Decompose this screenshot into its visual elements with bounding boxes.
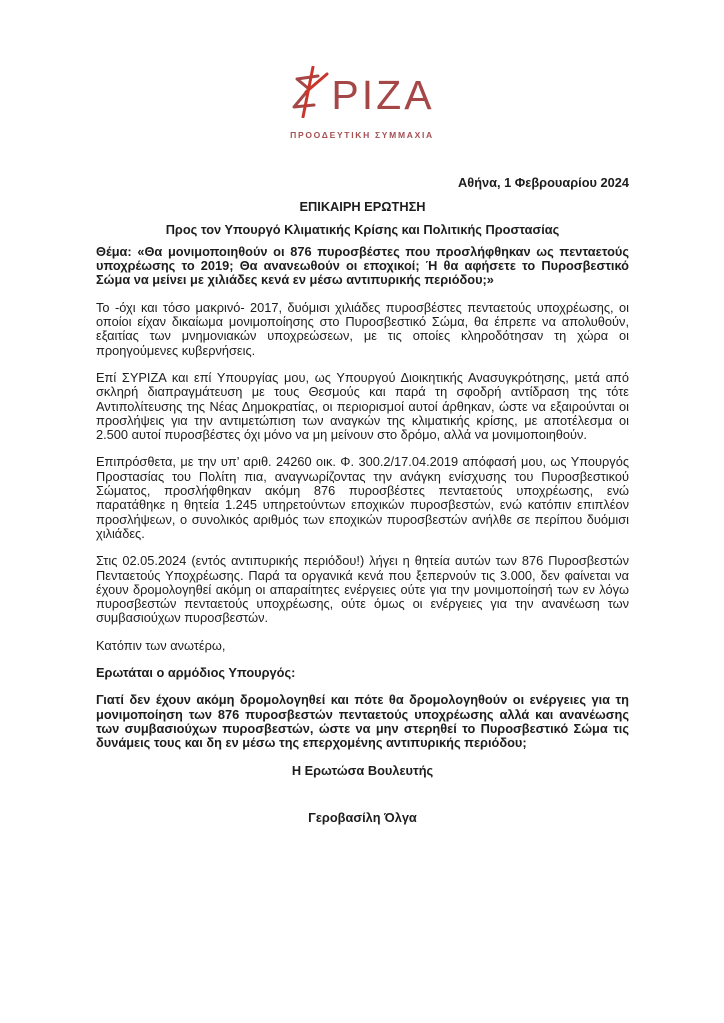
subject-paragraph: Θέμα: «Θα μονιμοποιηθούν οι 876 πυροσβέστες που προσλήφθηκαν ως πενταετούς υποχρέωσης το 2019; Θα ανανεωθούν οι εποχικοί; Ή θα αφήσετε το Πυροσβεστικό Σώμα να μείνει με χιλιάδες κενά εν μέσω αντιπυρικής περιόδου;»	[96, 243, 629, 288]
document-title: ΕΠΙΚΑΙΡΗ ΕΡΩΤΗΣΗ	[299, 199, 426, 215]
signature-role: Η Ερωτώσα Βουλευτής	[291, 762, 434, 778]
letter-content	[0, 176, 724, 825]
question-intro: Ερωτάται ο αρμόδιος Υπουργός:	[96, 665, 296, 681]
recipient-line: Προς τον Υπουργό Κλιματικής Κρίσης και Πολιτικής Προστασίας	[165, 221, 560, 237]
signature-name: Γεροβασίλη Όλγα	[308, 809, 417, 825]
body-paragraph-3: Επιπρόσθετα, με την υπ’ αριθ. 24260 οικ. Φ. 300.2/17.04.2019 απόφασή μου, ως Υπουργός Προστασίας του Πολίτη πια, αναγνωρίζοντας την ανάγκη ενίσχυσης του Πυροσβεστικού Σώματος, προσλήφθηκαν ακόμη 876 πυροσβέστες πενταετούς υποχρέωσης, ενώ παρατάθηκε η θητεία 1.245 υπηρετούντων εποχικών πυροσβεστών, ενώ κατόπιν επιπλέον προσλήψεων, ο συνολικός αριθμός των εποχικών πυροσβεστών ανήλθε σε περίπου δυόμισι χιλιάδες.	[96, 454, 629, 541]
body-paragraph-2: Επί ΣΥΡΙΖΑ και επί Υπουργίας μου, ως Υπουργού Διοικητικής Ανασυγκρότησης, μετά από σκληρή διαπραγμάτευση με τους Θεσμούς και παρά τη σφοδρή αντίδραση της τότε Αντιπολίτευσης της Νέας Δημοκρατίας, οι περιορισμοί αυτοί άρθηκαν, ώστε να εξαιρούνται οι προσλήψεις για την αντιμετώπιση των αναγκών της κλιματικής κρίσης, με αποτέλεσμα οι 2.500 αυτοί πυροσβέστες όχι μόνο να μη μείνουν στο δρόμο, αλλά να μονιμοποιηθούν.	[96, 369, 629, 443]
body-paragraph-1: Το -όχι και τόσο μακρινό- 2017, δυόμισι χιλιάδες πυροσβέστες πενταετούς υποχρέωσης, οι οποίοι είχαν δικαίωμα μονιμοποίησης στο Πυροσβεστικό Σώμα, θα έπρεπε να απολυθούν, εξαιτίας των μνημονιακών υποχρεώσεων, με τις οποίες κληροδότησαν τη χώρα οι προηγούμενες κυβερνήσεις.	[96, 299, 629, 358]
date-line: Αθήνα, 1 Φεβρουαρίου 2024	[458, 175, 629, 190]
body-paragraph-4: Στις 02.05.2024 (εντός αντιπυρικής περιόδου!) λήγει η θητεία αυτών των 876 Πυροσβεστών Πενταετούς Υποχρέωσης. Παρά τα οργανικά κενά που ξεπερνούν τις 3.000, δεν φαίνεται να έχουν δρομολογηθεί ακόμη οι απαραίτητες ενέργειες ούτε για την μονιμοποίησή των εν λόγω πυροσβεστών πενταετούς υποχρέωσης, ούτε όμως οι ενέργειες για την ανανέωση των συμβασιούχων πυροσβεστών.	[96, 553, 629, 626]
syriza-logo-word: ΡΙΖΑ	[331, 72, 435, 118]
closing-lead: Κατόπιν των ανωτέρω,	[96, 637, 226, 653]
syriza-logo-subtitle: ΠΡΟΟΔΕΥΤΙΚΗ ΣΥΜΜΑΧΙΑ	[290, 130, 434, 140]
question-paragraph: Γιατί δεν έχουν ακόμη δρομολογηθεί και πότε θα δρομολογηθούν οι ενέργειες για τη μονιμοποίηση των 876 πυροσβεστών πενταετούς υποχρέωσης αλλά και ανανέωσης των συμβασιούχων πυροσβεστών, ώστε να μην στερηθεί το Πυροσβεστικό Σώμα τις δυνάμεις τους και δη εν μέσω της επερχομένης αντιπυρικής περιόδου;	[96, 692, 629, 751]
syriza-logo	[0, 0, 724, 140]
syriza-star-icon	[289, 66, 329, 118]
syriza-logo-mark	[289, 66, 435, 118]
